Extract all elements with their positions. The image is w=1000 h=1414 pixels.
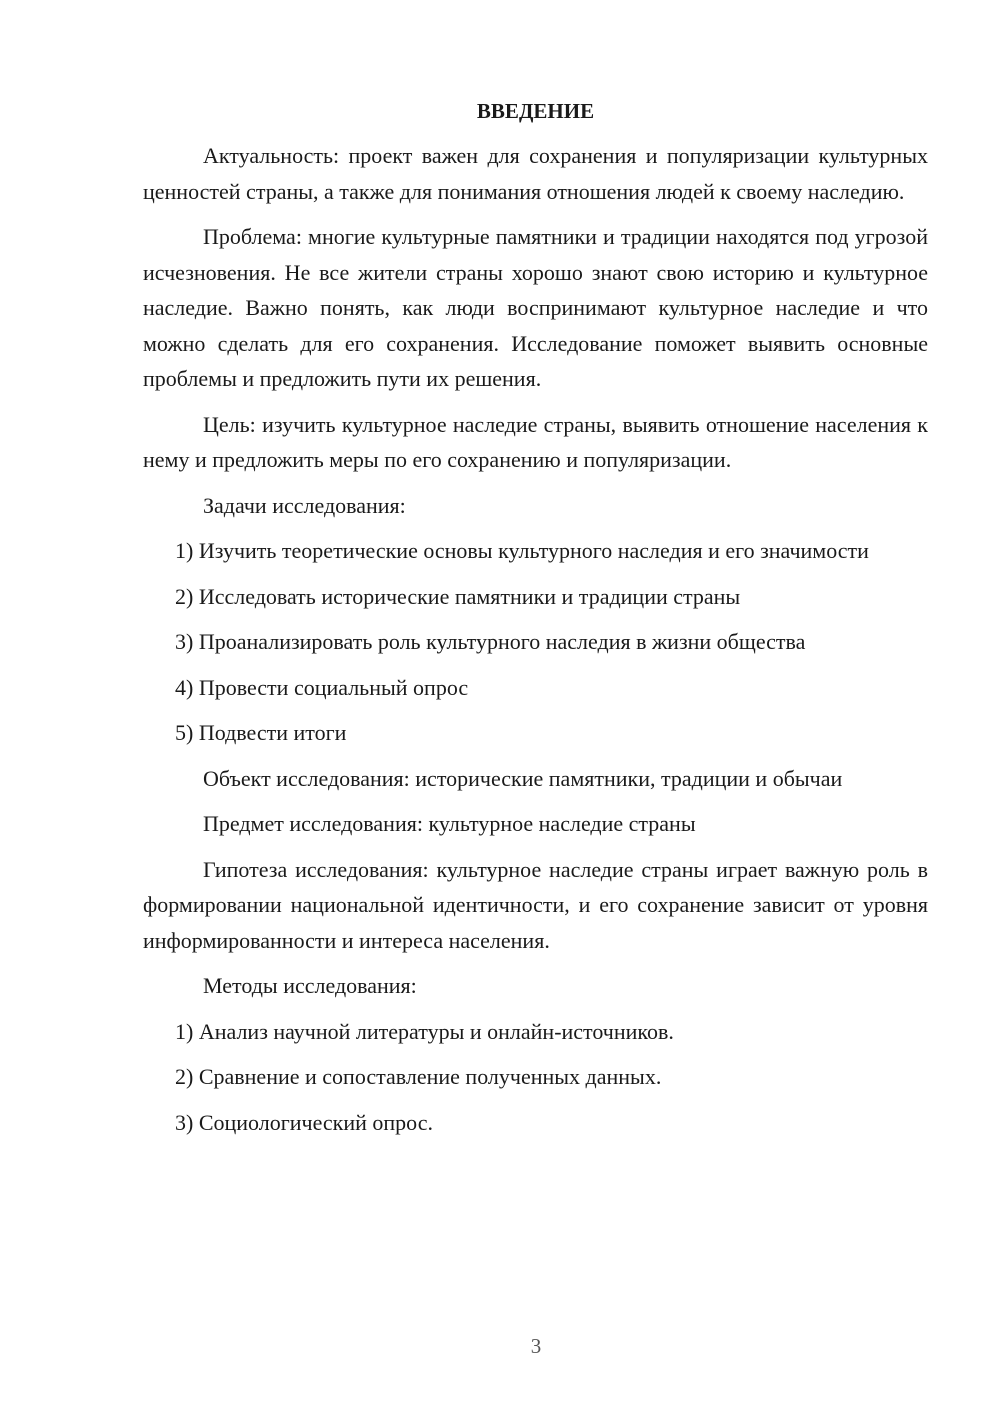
task-item-1: 1) Изучить теоретические основы культурного наследия и его значимости <box>175 538 869 563</box>
task-item-2: 2) Исследовать исторические памятники и традиции страны <box>175 583 741 609</box>
hypothesis-paragraph: Гипотеза исследования: культурное наследие страны играет важную роль в формировании национальной идентичности, и его сохранение зависит от уровня информированности и интереса населения. <box>143 856 928 953</box>
task-item-5: 5) Подвести итоги <box>175 720 347 745</box>
relevance-paragraph: Актуальность: проект важен для сохранения и популяризации культурных ценностей страны, а также для понимания отношения людей к своему наследию. <box>143 143 928 204</box>
document-body <box>143 96 928 1150</box>
method-item-1: 1) Анализ научной литературы и онлайн-источников. <box>175 1018 674 1044</box>
subject-line: Предмет исследования: культурное наследие страны <box>203 811 696 836</box>
method-item-3: 3) Социологический опрос. <box>175 1109 433 1135</box>
page-number: 3 <box>530 1334 542 1358</box>
method-item-2: 2) Сравнение и сопоставление полученных данных. <box>175 1064 662 1089</box>
object-line: Объект исследования: исторические памятники, традиции и обычаи <box>203 765 843 791</box>
goal-paragraph: Цель: изучить культурное наследие страны, выявить отношение населения к нему и предложить меры по его сохранению и популяризации. <box>143 411 928 472</box>
page-title: ВВЕДЕНИЕ <box>476 99 595 123</box>
methods-title: Методы исследования: <box>203 973 417 998</box>
tasks-title: Задачи исследования: <box>203 492 406 518</box>
task-item-4: 4) Провести социальный опрос <box>175 674 469 700</box>
problem-paragraph: Проблема: многие культурные памятники и традиции находятся под угрозой исчезновения. Не все жители страны хорошо знают свою историю и культурное наследие. Важно понять, как люди воспринимают культурное наследие и что можно сделать для его сохранения. Исследование поможет выявить основные проблемы и предложить пути их решения. <box>143 224 928 391</box>
task-item-3: 3) Проанализировать роль культурного наследия в жизни общества <box>175 629 806 654</box>
